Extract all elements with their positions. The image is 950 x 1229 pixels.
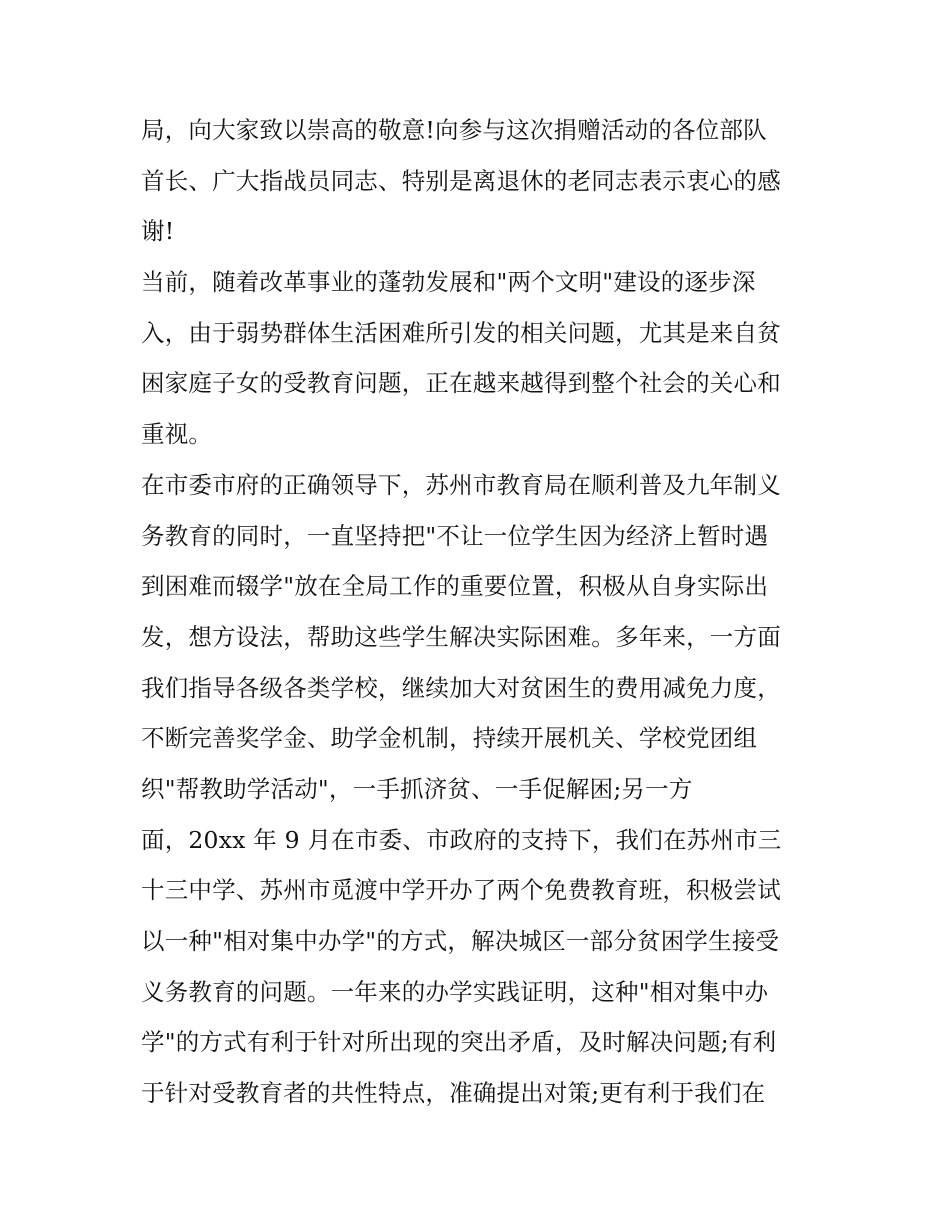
text-line-2: 首长、广大指战员同志、特别是离退休的老同志表示衷心的感	[141, 166, 781, 195]
text-line-6: 困家庭子女的受教育问题，正在越来越得到整个社会的关心和	[141, 369, 781, 398]
text-line-16: 十三中学、苏州市觅渡中学开办了两个免费教育班，积极尝试	[141, 876, 781, 905]
text-line-11: 发，想方设法，帮助这些学生解决实际困难。多年来，一方面	[141, 622, 781, 651]
text-line-4: 当前，随着改革事业的蓬勃发展和"两个文明"建设的逐步深	[141, 268, 756, 297]
text-line-18: 义务教育的问题。一年来的办学实践证明，这种"相对集中办	[141, 977, 769, 1006]
text-line-20: 于针对受教育者的共性特点，准确提出对策;更有利于我们在	[141, 1079, 766, 1108]
text-line-1: 局，向大家致以崇高的敬意!向参与这次捐赠活动的各位部队	[141, 116, 767, 144]
text-line-5: 入，由于弱势群体生活困难所引发的相关问题，尤其是来自贫	[141, 318, 781, 347]
text-line-3: 谢!	[141, 217, 175, 246]
text-line-12: 我们指导各级各类学校，继续加大对贫困生的费用减免力度，	[141, 673, 781, 702]
text-line-15: 面，20xx 年 9 月在市委、市政府的支持下，我们在苏州市三	[141, 825, 782, 854]
text-line-19: 学"的方式有利于针对所出现的突出矛盾，及时解决问题;有利	[141, 1028, 777, 1057]
text-line-13: 不断完善奖学金、助学金机制，持续开展机关、学校党团组	[141, 724, 758, 753]
text-line-14: 织"帮教助学活动"，一手抓济贫、一手促解困;另一方	[141, 774, 693, 803]
text-line-10: 到困难而辍学"放在全局工作的重要位置，积极从自身实际出	[141, 572, 769, 601]
body-text	[141, 105, 821, 1119]
text-line-7: 重视。	[141, 420, 213, 449]
text-line-17: 以一种"相对集中办学"的方式，解决城区一部分贫困学生接受	[141, 927, 780, 955]
text-line-8: 在市委市府的正确领导下，苏州市教育局在顺利普及九年制义	[141, 470, 781, 499]
text-line-9: 务教育的同时，一直坚持把"不让一位学生因为经济上暂时遇	[141, 521, 769, 550]
